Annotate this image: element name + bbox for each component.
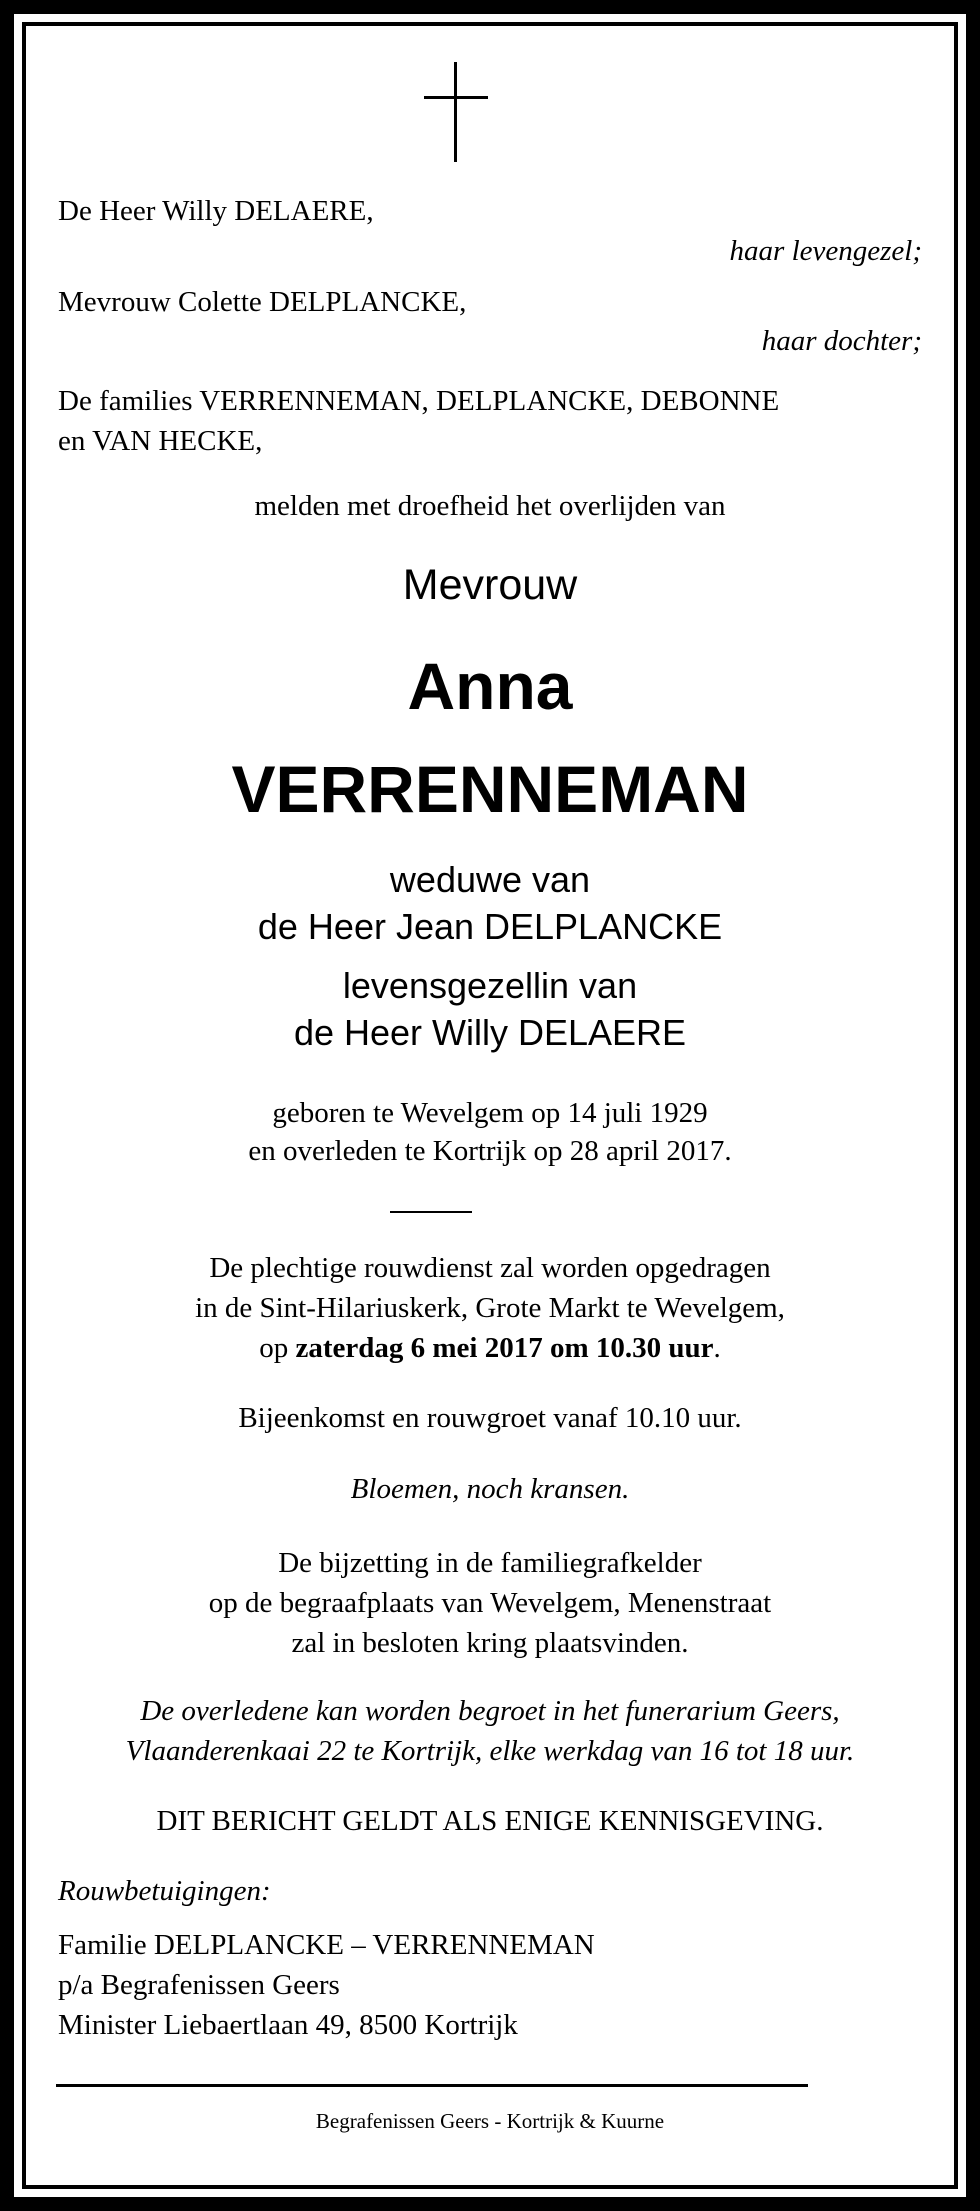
gathering-line: Bijeenkomst en rouwgroet vanaf 10.10 uur. (238, 1402, 742, 1434)
ceremony-date-prefix: op (259, 1332, 296, 1364)
condolences-line-2: p/a Begrafenissen Geers (58, 1969, 340, 2001)
ceremony-line-1: De plechtige rouwdienst zal worden opgedragen (209, 1252, 771, 1284)
separator-long (56, 2084, 808, 2087)
death-line: en overleden te Kortrijk op 28 april 2017. (248, 1135, 732, 1167)
ceremony-date: zaterdag 6 mei 2017 om 10.30 uur (295, 1332, 714, 1364)
families-line-1: De families VERRENNEMAN, DELPLANCKE, DEBONNE (58, 385, 780, 417)
ceremony-date-suffix: . (713, 1332, 721, 1364)
separator-short (390, 1211, 472, 1213)
mourner-1-name: De Heer Willy DELAERE, (58, 195, 374, 227)
notice-line: DIT BERICHT GELDT ALS ENIGE KENNISGEVING. (156, 1805, 824, 1837)
mourner-1-relation: haar levengezel; (729, 235, 922, 267)
condolences-label: Rouwbetuigingen: (58, 1875, 271, 1907)
deceased-last-name: VERRENNEMAN (231, 752, 749, 826)
condolences-line-1: Familie DELPLANCKE – VERRENNEMAN (58, 1929, 595, 1961)
obituary-content (58, 0, 922, 2211)
visitation-line-2: Vlaanderenkaai 22 te Kortrijk, elke werkdag van 16 tot 18 uur. (125, 1735, 855, 1767)
widow-of-name: de Heer Jean DELPLANCKE (257, 906, 723, 947)
burial-line-3: zal in besloten kring plaatsvinden. (291, 1627, 689, 1659)
birth-line: geboren te Wevelgem op 14 juli 1929 (272, 1097, 708, 1129)
footer-text: Begrafenissen Geers - Kortrijk & Kuurne (315, 2109, 665, 2133)
partner-label: levensgezellin van (342, 965, 638, 1006)
deceased-title: Mevrouw (402, 561, 578, 609)
announcement: melden met droefheid het overlijden van (254, 490, 726, 522)
visitation-line-1: De overledene kan worden begroet in het funerarium Geers, (140, 1695, 840, 1727)
ceremony-line-2: in de Sint-Hilariuskerk, Grote Markt te Wevelgem, (195, 1292, 785, 1324)
mourner-2-name: Mevrouw Colette DELPLANCKE, (58, 286, 467, 318)
condolences-line-3: Minister Liebaertlaan 49, 8500 Kortrijk (58, 2009, 518, 2041)
mourner-2-relation: haar dochter; (761, 325, 922, 357)
burial-line-1: De bijzetting in de familiegrafkelder (278, 1547, 702, 1579)
widow-of-label: weduwe van (389, 859, 591, 900)
families-line-2: en VAN HECKE, (58, 425, 263, 457)
partner-name: de Heer Willy DELAERE (293, 1012, 687, 1053)
ceremony-line-3 (58, 1330, 922, 1366)
flowers-line: Bloemen, noch kransen. (350, 1473, 630, 1505)
burial-line-2: op de begraafplaats van Wevelgem, Menenstraat (208, 1587, 772, 1619)
deceased-first-name: Anna (407, 649, 573, 723)
